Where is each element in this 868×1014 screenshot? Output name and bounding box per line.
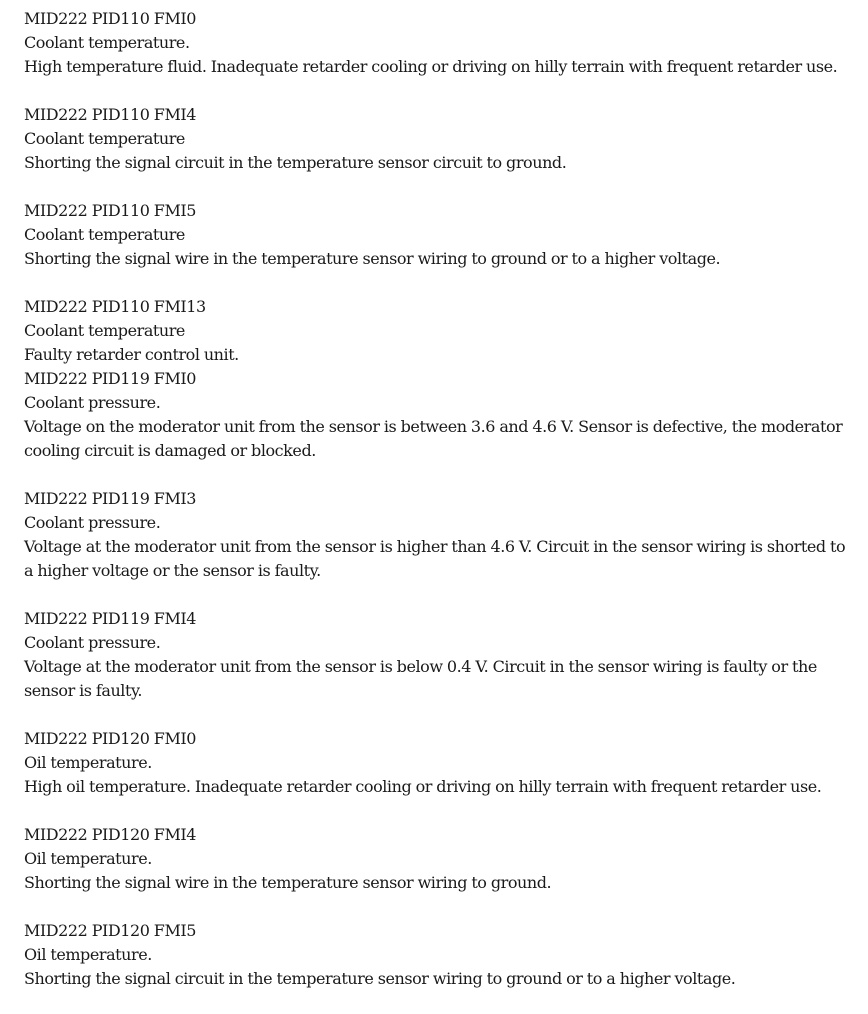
fault-title: Oil temperature.	[24, 849, 152, 868]
fault-title: Coolant temperature	[24, 225, 185, 244]
fault-code: MID222 PID120 FMI5	[24, 921, 196, 940]
fault-entry	[24, 199, 854, 271]
fault-code: MID222 PID119 FMI4	[24, 609, 196, 628]
fault-code: MID222 PID119 FMI0	[24, 369, 196, 388]
fault-entry	[24, 919, 854, 991]
fault-description: High temperature fluid. Inadequate retarder cooling or driving on hilly terrain with frequent retarder use.	[24, 57, 838, 76]
fault-title: Coolant pressure.	[24, 513, 161, 532]
fault-code-document	[24, 7, 854, 991]
fault-title: Coolant temperature.	[24, 33, 190, 52]
fault-entry	[24, 295, 854, 367]
fault-code: MID222 PID110 FMI5	[24, 201, 196, 220]
fault-entry	[24, 103, 854, 175]
fault-entry	[24, 487, 854, 583]
fault-code: MID222 PID120 FMI0	[24, 729, 196, 748]
fault-title: Coolant pressure.	[24, 633, 161, 652]
fault-entry	[24, 823, 854, 895]
fault-description: Shorting the signal circuit in the temperature sensor circuit to ground.	[24, 153, 567, 172]
fault-title: Coolant temperature	[24, 129, 185, 148]
fault-description: Voltage at the moderator unit from the sensor is higher than 4.6 V. Circuit in the sensor wiring is shorted to a higher voltage or the sensor is faulty.	[24, 537, 846, 580]
fault-title: Oil temperature.	[24, 753, 152, 772]
fault-description: Shorting the signal wire in the temperature sensor wiring to ground.	[24, 873, 552, 892]
fault-code: MID222 PID110 FMI4	[24, 105, 196, 124]
fault-entry	[24, 7, 854, 79]
fault-entry	[24, 367, 854, 463]
fault-description: High oil temperature. Inadequate retarder cooling or driving on hilly terrain with frequent retarder use.	[24, 777, 822, 796]
fault-description: Shorting the signal circuit in the temperature sensor wiring to ground or to a higher voltage.	[24, 969, 736, 988]
fault-entry	[24, 727, 854, 799]
fault-description: Voltage on the moderator unit from the sensor is between 3.6 and 4.6 V. Sensor is defective, the moderator cooling circuit is damaged or blocked.	[24, 417, 843, 460]
fault-code: MID222 PID120 FMI4	[24, 825, 196, 844]
fault-entry	[24, 607, 854, 703]
fault-title: Coolant temperature	[24, 321, 185, 340]
fault-title: Coolant pressure.	[24, 393, 161, 412]
fault-description: Voltage at the moderator unit from the sensor is below 0.4 V. Circuit in the sensor wiring is faulty or the sensor is faulty.	[24, 657, 817, 700]
fault-code: MID222 PID110 FMI0	[24, 9, 196, 28]
fault-code: MID222 PID110 FMI13	[24, 297, 206, 316]
fault-code: MID222 PID119 FMI3	[24, 489, 196, 508]
fault-description: Shorting the signal wire in the temperature sensor wiring to ground or to a higher voltage.	[24, 249, 721, 268]
fault-title: Oil temperature.	[24, 945, 152, 964]
fault-description: Faulty retarder control unit.	[24, 345, 239, 364]
